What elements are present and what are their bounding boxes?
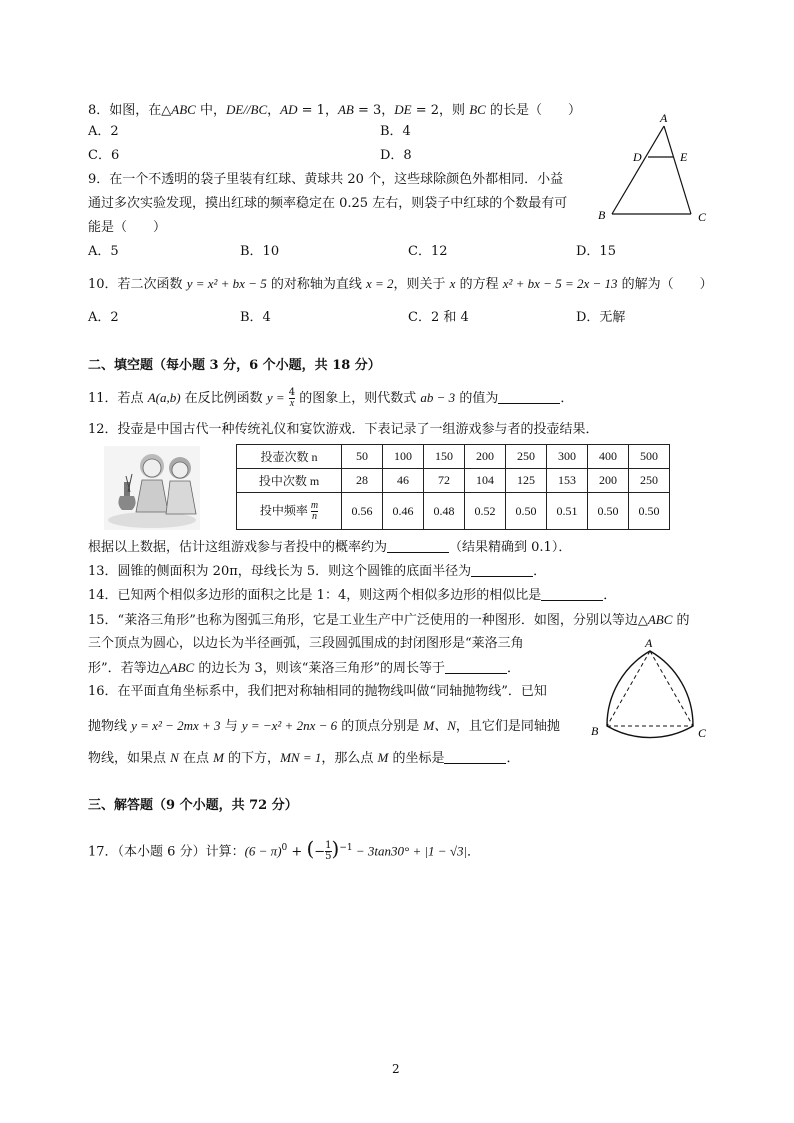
label-c: C — [698, 210, 707, 224]
q14-answer-blank — [541, 586, 603, 601]
table-cell: 200 — [588, 469, 629, 493]
table-cell: 153 — [547, 469, 588, 493]
table-cell: 0.50 — [629, 493, 670, 530]
dashed-side-ac — [650, 651, 693, 726]
table-row-frequency — [237, 493, 670, 530]
table-cell: 104 — [465, 469, 506, 493]
q16-answer-blank — [444, 749, 506, 764]
table-cell: 50 — [342, 445, 383, 469]
row-label-hits: 投中次数 m — [237, 469, 342, 493]
reuleaux-arcs — [607, 651, 693, 738]
q11-stem: 11．若点 A(a,b) 在反比例函数 y = $\frac{4}{x}$ 的图象上，则代数式 ab − 3 的值为 ． — [88, 387, 574, 409]
section-3-heading: 三、解答题（9 个小题，共 72 分） — [88, 798, 298, 813]
table-cell: 125 — [506, 469, 547, 493]
q11-answer-blank — [498, 389, 560, 404]
q16-line1: 16．在平面直角坐标系中，我们把对称轴相同的抛物线叫做“同轴抛物线”．已知 — [88, 684, 547, 699]
table-cell: 0.50 — [506, 493, 547, 530]
q12-stem: 12．投壶是中国古代一种传统礼仪和宴饮游戏．下表记录了一组游戏参与者的投壶结果． — [88, 422, 599, 437]
touhu-results-table — [236, 444, 670, 530]
q13-stem: 13．圆锥的侧面积为 20π，母线长为 5．则这个圆锥的底面半径为 ． — [88, 564, 547, 579]
q17-fraction: $\frac{1}{5}$ — [325, 840, 332, 863]
label-e: E — [680, 150, 688, 164]
q15-line2: 三个顶点为圆心，以边长为半径画弧，三段圆弧围成的封闭图形是“莱洛三角 — [88, 636, 524, 651]
q15-line1: 15．“莱洛三角形”也称为图弧三角形，它是工业生产中广泛使用的一种图形．如图，分别以等边△ABC 的 — [88, 612, 690, 628]
page-number: 2 — [392, 1062, 400, 1076]
table-row-hits — [237, 469, 670, 493]
q8-stem: 8．如图，在△ABC 中，DE//BC，AD = 1，AB = 3，DE = 2，则 BC 的长是（ ） — [88, 102, 581, 118]
table-cell: 300 — [547, 445, 588, 469]
table-cell: 100 — [383, 445, 424, 469]
q8-option-c: C．6 — [88, 148, 120, 163]
q16-line2: 抛物线 y = x² − 2mx + 3 与 y = −x² + 2nx − 6 的顶点分别是 M、N，且它们是同轴抛 — [88, 718, 560, 734]
q9-option-b: B．10 — [240, 244, 280, 259]
q14-stem: 14．已知两个相似多边形的面积之比是 1：4，则这两个相似多边形的相似比是 ． — [88, 588, 617, 603]
q15-answer-blank — [445, 659, 507, 674]
q9-option-a: A．5 — [88, 244, 119, 259]
table-cell: 400 — [588, 445, 629, 469]
row-label-frequency: 投中频率 $\frac{m}{n}$ — [237, 493, 342, 530]
label-a: A — [660, 112, 668, 125]
table-cell: 500 — [629, 445, 670, 469]
table-cell: 0.56 — [342, 493, 383, 530]
q9-line1: 9．在一个不透明的袋子里装有红球、黄球共 20 个，这些球除颜色外都相同．小益 — [88, 172, 564, 187]
table-cell: 0.52 — [465, 493, 506, 530]
q9-line2: 通过多次实验发现，摸出红球的频率稳定在 0.25 左右，则袋子中红球的个数最有可 — [88, 196, 568, 211]
q12-answer-blank — [387, 538, 449, 553]
table-row-throws — [237, 445, 670, 469]
table-cell: 0.50 — [588, 493, 629, 530]
table-cell: 0.46 — [383, 493, 424, 530]
q10-option-d: D．无解 — [576, 310, 626, 325]
q10-stem: 10．若二次函数 y = x² + bx − 5 的对称轴为直线 x = 2，则关于 x 的方程 x² + bx − 5 = 2x − 13 的解为（ ） — [88, 276, 713, 292]
side-ac — [664, 126, 691, 214]
q9-option-c: C．12 — [408, 244, 448, 259]
q15-line3: 形”．若等边△ABC 的边长为 3，则该“莱洛三角形”的周长等于 ． — [88, 660, 521, 676]
q8-option-a: A．2 — [88, 124, 119, 139]
frequency-fraction: $\frac{m}{n}$ — [310, 499, 319, 522]
q13-answer-blank — [471, 562, 533, 577]
dashed-side-ab — [607, 651, 650, 726]
label-a: A — [645, 638, 653, 650]
side-ab — [612, 126, 664, 214]
table-cell: 250 — [629, 469, 670, 493]
table-cell: 0.48 — [424, 493, 465, 530]
q11-fraction: $\frac{4}{x}$ — [288, 387, 296, 409]
label-c: C — [698, 726, 707, 740]
label-d: D — [633, 150, 642, 164]
q10-option-b: B．4 — [240, 310, 271, 325]
table-cell: 0.51 — [547, 493, 588, 530]
q8-option-d: D．8 — [380, 148, 412, 163]
row-label-throws: 投壶次数 n — [237, 445, 342, 469]
figure-reuleaux-triangle — [584, 638, 714, 742]
q9-option-d: D．15 — [576, 244, 616, 259]
q12-question: 根据以上数据，估计这组游戏参与者投中的概率约为 （结果精确到 0.1）． — [88, 540, 572, 555]
figure-triangle-de-bc — [592, 112, 712, 224]
label-b: B — [591, 724, 599, 738]
label-b: B — [598, 208, 606, 222]
q17-stem: 17．（本小题 6 分）计算：$(6 - \pi)^0$ + (− $\frac{1}{5}$ )$^{-1}$ − 3tan30° + |1 − √3|． — [88, 836, 481, 863]
table-cell: 72 — [424, 469, 465, 493]
table-cell: 250 — [506, 445, 547, 469]
table-cell: 28 — [342, 469, 383, 493]
children-playing-touhu-illustration — [104, 446, 200, 530]
q10-option-c: C．2 和 4 — [408, 310, 469, 325]
table-cell: 150 — [424, 445, 465, 469]
q8-option-b: B．4 — [380, 124, 411, 139]
section-2-heading: 二、填空题（每小题 3 分，6 个小题，共 18 分） — [88, 358, 381, 373]
table-cell: 46 — [383, 469, 424, 493]
q10-option-a: A．2 — [88, 310, 119, 325]
q16-line3: 物线，如果点 N 在点 M 的下方，MN = 1，那么点 M 的坐标是 ． — [88, 750, 520, 766]
q9-line3: 能是（ ） — [88, 220, 167, 235]
table-cell: 200 — [465, 445, 506, 469]
